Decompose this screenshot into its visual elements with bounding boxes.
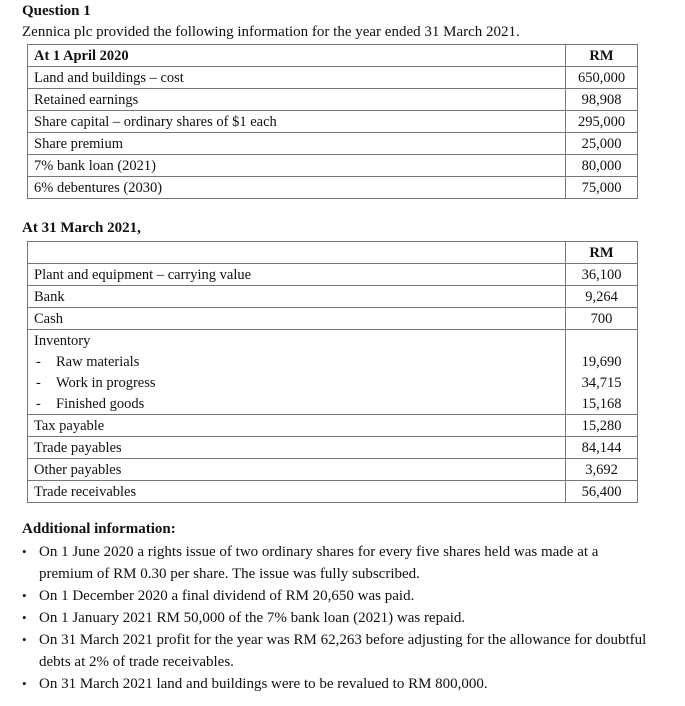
table-row [28, 308, 638, 330]
row-amount: 700 [566, 308, 638, 330]
bullet-icon: • [22, 544, 27, 559]
inventory-label: Inventory [28, 330, 566, 352]
inventory-item-label: Work in progress [56, 374, 156, 391]
dash-marker: - [36, 395, 41, 412]
list-item [22, 585, 652, 607]
table-row [28, 415, 638, 437]
row-amount: 15,168 [566, 393, 638, 415]
table-row [28, 177, 638, 199]
additional-info-title: Additional information: [22, 521, 176, 537]
row-label: Trade payables [28, 437, 566, 459]
row-label: Bank [28, 286, 566, 308]
row-amount: 36,100 [566, 264, 638, 286]
list-item-text: On 1 June 2020 a rights issue of two ordinary shares for every five shares held was made at a premium of RM 0.30 per share. The issue was fully subscribed. [39, 544, 599, 582]
row-amount: 3,692 [566, 459, 638, 481]
row-label: Cash [28, 308, 566, 330]
table-row [28, 459, 638, 481]
inventory-item-row [28, 351, 638, 372]
table-row [28, 133, 638, 155]
inventory-heading-row [28, 330, 638, 352]
inventory-item-label: Finished goods [56, 395, 145, 412]
row-amount: 34,715 [566, 372, 638, 393]
inventory-item-label: Raw materials [56, 353, 140, 370]
row-label: Share capital – ordinary shares of $1 each [28, 111, 566, 133]
row-label: Land and buildings – cost [28, 67, 566, 89]
row-label: 6% debentures (2030) [28, 177, 566, 199]
row-amount: 9,264 [566, 286, 638, 308]
row-label: Retained earnings [28, 89, 566, 111]
additional-info-list [22, 541, 652, 695]
row-label: Tax payable [28, 415, 566, 437]
list-item-text: On 1 December 2020 a final dividend of RM 20,650 was paid. [39, 588, 415, 604]
inventory-item [28, 393, 566, 415]
table-header-row [28, 242, 638, 264]
row-label: Plant and equipment – carrying value [28, 264, 566, 286]
opening-balances-table [27, 44, 638, 199]
table-header-label: At 1 April 2020 [28, 45, 566, 67]
bullet-icon: • [22, 610, 27, 625]
row-label: Other payables [28, 459, 566, 481]
row-amount: 80,000 [566, 155, 638, 177]
row-amount: 56,400 [566, 481, 638, 503]
list-item [22, 541, 652, 585]
row-label: Trade receivables [28, 481, 566, 503]
dash-marker: - [36, 353, 41, 370]
list-item [22, 673, 652, 695]
row-amount: 25,000 [566, 133, 638, 155]
table-row [28, 67, 638, 89]
inventory-item-row [28, 393, 638, 415]
row-amount: 19,690 [566, 351, 638, 372]
bullet-icon: • [22, 632, 27, 647]
table-header-currency: RM [566, 45, 638, 67]
question-title: Question 1 [22, 3, 91, 19]
table-row [28, 437, 638, 459]
closing-balances-table [27, 241, 638, 503]
row-amount: 98,908 [566, 89, 638, 111]
table-header-label [28, 242, 566, 264]
table-row [28, 89, 638, 111]
row-label: 7% bank loan (2021) [28, 155, 566, 177]
table-row [28, 481, 638, 503]
bullet-icon: • [22, 588, 27, 603]
table-row [28, 111, 638, 133]
list-item-text: On 31 March 2021 land and buildings were to be revalued to RM 800,000. [39, 676, 488, 692]
row-amount: 650,000 [566, 67, 638, 89]
table-row [28, 286, 638, 308]
row-amount: 15,280 [566, 415, 638, 437]
table-header-row [28, 45, 638, 67]
list-item-text: On 31 March 2021 profit for the year was RM 62,263 before adjusting for the allowance for doubtful debts at 2% of trade receivables. [39, 632, 647, 670]
question-intro: Zennica plc provided the following information for the year ended 31 March 2021. [22, 24, 520, 40]
list-item [22, 629, 652, 673]
table-header-currency: RM [566, 242, 638, 264]
inventory-item [28, 351, 566, 372]
inventory-item [28, 372, 566, 393]
list-item [22, 607, 652, 629]
row-label: Share premium [28, 133, 566, 155]
inventory-item-row [28, 372, 638, 393]
table-row [28, 264, 638, 286]
row-amount: 295,000 [566, 111, 638, 133]
section-title-31-march: At 31 March 2021, [22, 220, 141, 236]
row-amount: 75,000 [566, 177, 638, 199]
list-item-text: On 1 January 2021 RM 50,000 of the 7% bank loan (2021) was repaid. [39, 610, 466, 626]
bullet-icon: • [22, 676, 27, 691]
dash-marker: - [36, 374, 41, 391]
row-amount: 84,144 [566, 437, 638, 459]
row-amount [566, 330, 638, 352]
table-row [28, 155, 638, 177]
